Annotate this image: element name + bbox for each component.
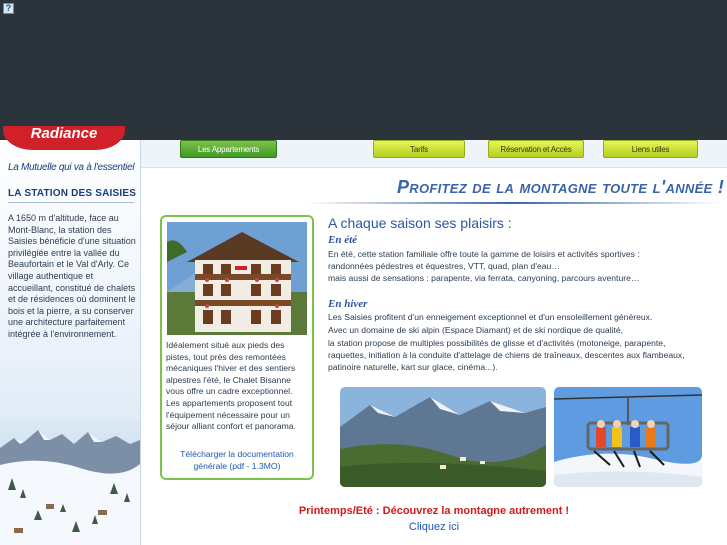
nav-reservation[interactable]: Réservation et Accès bbox=[488, 140, 584, 158]
main-title: A chaque saison ses plaisirs : bbox=[328, 215, 512, 231]
brand-logo[interactable]: Radiance bbox=[3, 126, 125, 150]
summer-line-2: randonnées pédestres et équestres, VTT, quad, plan d'eau… bbox=[328, 261, 560, 271]
promo-text: Printemps/Eté : Découvrez la montagne autrement ! bbox=[298, 505, 570, 517]
chairlift-photo bbox=[554, 387, 702, 487]
winter-line-2: Avec un domaine de ski alpin (Espace Diamant) et de ski nordique de qualité, bbox=[328, 325, 624, 335]
sidebar-text: A 1650 m d'altitude, face au Mont-Blanc, la station des Saisies bénéficie d'une situation privilégiée entre la vallée du Beaufortain et le Val d'Arly. Ce village authentique et accueillant, constitué de chalets et de résidences où dominent le bois et la pierre, a su conserver une architecture parfaitement intégrée à l'environnement. bbox=[8, 213, 136, 339]
valley-photo bbox=[340, 387, 546, 487]
chalet-photo bbox=[167, 222, 307, 335]
download-documentation-link[interactable]: Télécharger la documentation générale (pdf - 1.3MO) bbox=[180, 449, 294, 471]
summer-line-3: mais aussi de sensations : parapente, via ferrata, canyoning, parcours aventure… bbox=[328, 273, 640, 283]
winter-line-1: Les Saisies profitent d'un enneigement exceptionnel et d'un ensoleillement généreux. bbox=[328, 312, 653, 322]
chalet-description: Idéalement situé aux pieds des pistes, tout près des remontées mécaniques l'hiver et des sentiers alpestres l'été, le Chalet Bisanne vous offre un cadre exceptionnel. Les appartements proposent tout l'équipement nécessaire pour un séjour alliant confort et panorama. bbox=[166, 340, 296, 432]
promo-link[interactable]: Cliquez ici bbox=[408, 521, 460, 533]
winter-line-5: patinoire naturelle, kart sur glace, cinéma...). bbox=[328, 362, 498, 372]
page-headline: Profitez de la montagne toute l'année ! bbox=[397, 177, 725, 197]
summer-heading: En été bbox=[328, 234, 358, 246]
sidebar-divider bbox=[8, 202, 134, 203]
nav-tarifs[interactable]: Tarifs bbox=[373, 140, 465, 158]
mountain-landscape-image bbox=[0, 420, 140, 545]
summer-line-1: En été, cette station familiale offre toute la gamme de loisirs et activités sportives : bbox=[328, 249, 640, 259]
sidebar-heading: LA STATION DES SAISIES bbox=[8, 188, 137, 199]
chalet-card bbox=[160, 215, 314, 480]
page bbox=[0, 126, 727, 545]
broken-image-icon: ? bbox=[3, 3, 14, 14]
nav-appartements[interactable]: Les Appartements bbox=[180, 140, 277, 158]
brand-tagline: La Mutuelle qui va à l'essentiel bbox=[8, 162, 135, 173]
winter-line-3: la station propose de multiples possibilités de glisse et d'activités (motoneige, parapente, bbox=[328, 338, 666, 348]
winter-line-4: raquettes, initiation à la conduite d'attelage de chiens de traîneaux, descentes aux flambeaux, bbox=[328, 350, 685, 360]
headline-divider bbox=[305, 202, 720, 204]
nav-liens-utiles[interactable]: Liens utiles bbox=[603, 140, 698, 158]
winter-heading: En hiver bbox=[328, 298, 368, 310]
sidebar bbox=[0, 126, 141, 545]
